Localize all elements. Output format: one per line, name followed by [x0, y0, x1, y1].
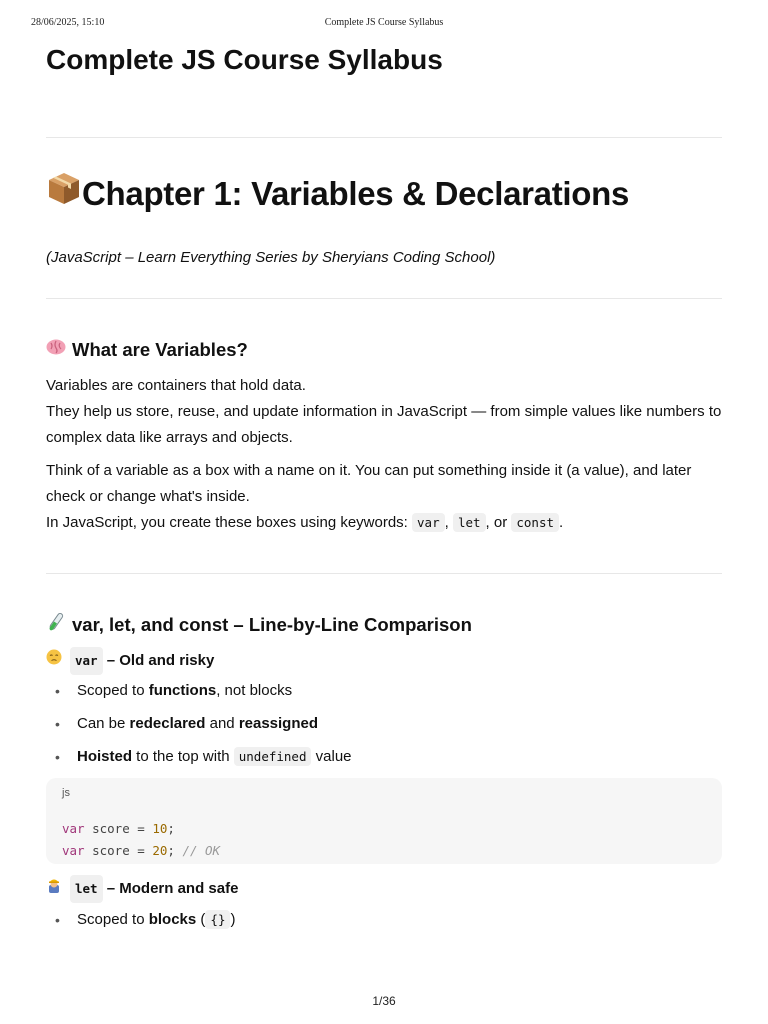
code-line — [62, 821, 175, 836]
section-heading-label: What are Variables? — [72, 339, 248, 360]
code-language-label: js — [62, 787, 70, 799]
test-tube-icon — [46, 611, 66, 638]
list-item — [55, 745, 722, 769]
divider — [46, 298, 722, 299]
inline-code: var — [70, 647, 103, 675]
code-text: ; — [167, 843, 183, 858]
var-subheading — [46, 647, 722, 675]
page-number: 1/36 — [372, 994, 396, 1008]
bold-text: redeclared — [129, 715, 206, 732]
bold-text: reassigned — [238, 715, 319, 732]
var-bullet-list — [46, 679, 722, 769]
bullet: • — [55, 716, 60, 732]
inline-code: {} — [205, 910, 230, 929]
page-title: Complete JS Course Syllabus — [46, 44, 443, 75]
chapter-subtitle: (JavaScript – Learn Everything Series by Sheryians Coding School) — [46, 249, 496, 266]
worried-face-icon — [46, 649, 62, 673]
chapter-title: Chapter 1: Variables & Declarations — [82, 174, 630, 212]
bold-text: blocks — [148, 911, 197, 928]
print-header — [0, 17, 768, 31]
subheading-label: – Modern and safe — [102, 880, 239, 897]
code-text: score = — [84, 821, 153, 836]
paragraph-text: Variables are containers that hold data. — [46, 377, 306, 394]
code-block — [46, 778, 722, 864]
chapter-heading — [46, 170, 722, 217]
paragraph-text: Think of a variable as a box with a name on it. You can put something inside it (a value), and later check or change what's inside. — [46, 462, 692, 505]
bullet: • — [55, 683, 60, 699]
text: and — [205, 715, 239, 732]
subheading-label: – Old and risky — [102, 652, 215, 669]
document-body — [46, 40, 722, 941]
package-icon — [46, 170, 82, 217]
code-content — [62, 818, 706, 862]
text: ) — [230, 911, 236, 928]
text: . — [559, 514, 564, 531]
bullet: • — [55, 749, 60, 765]
list-item — [55, 712, 722, 736]
bullet: • — [55, 912, 60, 928]
inline-code: let — [70, 875, 103, 903]
section-heading-variables — [46, 337, 722, 363]
code-keyword: var — [62, 821, 85, 836]
code-line — [62, 843, 220, 858]
inline-code: var — [412, 513, 445, 532]
print-date: 28/06/2025, 15:10 — [31, 17, 105, 28]
inline-code: const — [511, 513, 559, 532]
let-bullet-list — [46, 908, 722, 932]
text: , not blocks — [216, 682, 293, 699]
let-subheading — [46, 875, 722, 903]
list-item — [55, 908, 722, 932]
bold-text: functions — [148, 682, 217, 699]
brain-icon — [46, 337, 66, 363]
text: ( — [196, 911, 206, 928]
text: to the top with — [132, 748, 234, 765]
text: Scoped to — [77, 682, 149, 699]
section-heading-label: var, let, and const – Line-by-Line Comparison — [72, 613, 472, 635]
text: , — [444, 514, 453, 531]
text: value — [311, 748, 352, 765]
inline-code: undefined — [234, 747, 312, 766]
inline-code: let — [453, 513, 486, 532]
list-item — [55, 679, 722, 703]
bold-text: Hoisted — [77, 748, 133, 765]
text: , or — [485, 514, 512, 531]
paragraph — [46, 373, 722, 451]
code-text: ; — [167, 821, 175, 836]
print-title: Complete JS Course Syllabus — [324, 17, 444, 28]
code-number: 10 — [152, 821, 168, 836]
divider — [46, 573, 722, 574]
code-comment: // OK — [182, 843, 221, 858]
code-number: 20 — [152, 843, 168, 858]
paragraph-text: They help us store, reuse, and update information in JavaScript — from simple values like numbers to complex data like arrays and objects. — [46, 403, 722, 446]
paragraph — [46, 458, 722, 536]
code-text: score = — [84, 843, 153, 858]
section-heading-comparison — [46, 611, 722, 638]
construction-worker-icon — [46, 877, 62, 901]
paragraph-text: In JavaScript, you create these boxes using keywords: — [46, 514, 413, 531]
text: Scoped to — [77, 911, 149, 928]
divider — [46, 137, 722, 138]
text: Can be — [77, 715, 130, 732]
code-keyword: var — [62, 843, 85, 858]
